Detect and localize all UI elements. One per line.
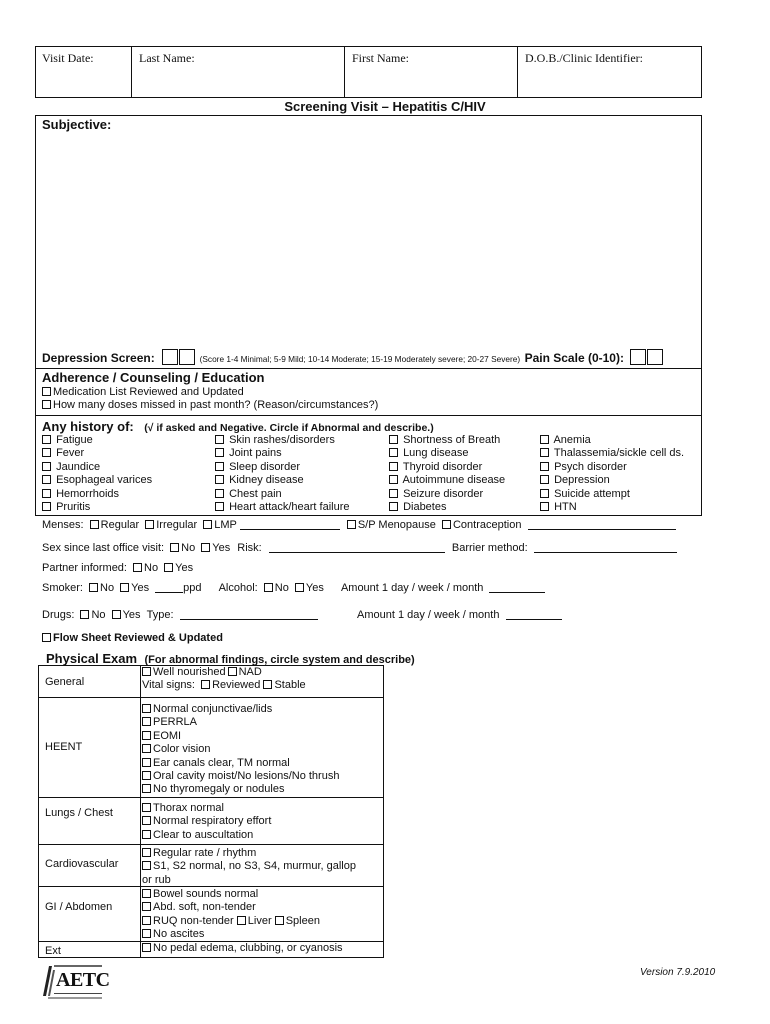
checkbox[interactable]	[540, 475, 549, 484]
checkbox[interactable]	[142, 803, 151, 812]
checkbox[interactable]	[142, 916, 151, 925]
list-item: Sleep disorder	[215, 461, 350, 474]
list-item: Heart attack/heart failure	[215, 501, 350, 514]
depression-row	[42, 349, 663, 367]
flowsheet-label: Flow Sheet Reviewed & Updated	[53, 632, 223, 644]
checkbox[interactable]	[540, 462, 549, 471]
checkbox[interactable]	[142, 929, 151, 938]
ppd-label: ppd	[183, 582, 202, 594]
checkbox[interactable]	[237, 916, 246, 925]
barrier-input-line[interactable]	[534, 542, 677, 553]
checkbox[interactable]	[120, 583, 129, 592]
first-name-field[interactable]	[345, 46, 518, 98]
flowsheet-row	[42, 632, 223, 644]
smoker-label: Smoker:	[42, 582, 83, 594]
checkbox[interactable]	[442, 520, 451, 529]
physical-exam-heading: Physical Exam	[46, 651, 138, 666]
cardio-label: Cardiovascular	[45, 858, 119, 870]
checkbox[interactable]	[80, 610, 89, 619]
menses-menopause-label: S/P Menopause	[357, 519, 436, 531]
checkbox[interactable]	[142, 744, 151, 753]
logo-text: AETC	[56, 969, 110, 991]
cardio-items: Regular rate / rhythm S1, S2 normal, no S3, S4, murmur, gallop or rub	[142, 847, 356, 886]
list-item: Thalassemia/sickle cell ds.	[540, 447, 684, 460]
checkbox[interactable]	[90, 520, 99, 529]
checkbox[interactable]	[295, 583, 304, 592]
checkbox[interactable]	[42, 462, 51, 471]
list-item: Psych disorder	[540, 461, 684, 474]
checkbox[interactable]	[112, 610, 121, 619]
checkbox[interactable]	[389, 462, 398, 471]
checkbox[interactable]	[389, 475, 398, 484]
ext-label: Ext	[45, 945, 61, 957]
smoker-row	[42, 582, 545, 594]
checkbox[interactable]	[540, 448, 549, 457]
menses-label: Menses:	[42, 519, 84, 531]
table-row	[38, 941, 383, 958]
checkbox[interactable]	[215, 435, 224, 444]
lmp-input-line[interactable]	[240, 519, 340, 530]
adherence-item-label: How many doses missed in past month? (Reason/circumstances?)	[53, 399, 379, 411]
sex-no-label: No	[181, 542, 196, 554]
list-item: Hemorrhoids	[42, 488, 152, 501]
checkbox[interactable]	[42, 633, 51, 642]
smoker-no-label: No	[100, 582, 115, 594]
table-row	[38, 886, 383, 941]
checkbox[interactable]	[142, 902, 151, 911]
checkbox[interactable]	[264, 583, 273, 592]
list-item: Thyroid disorder	[389, 461, 505, 474]
list-item: Fever	[42, 447, 152, 460]
risk-input-line[interactable]	[269, 542, 445, 553]
heent-items: Normal conjunctivae/lids PERRLA EOMI Color vision Ear canals clear, TM normal Oral cavity moist/No lesions/No thrush No thyromegaly or nodules	[142, 703, 339, 797]
checkbox[interactable]	[142, 848, 151, 857]
alcohol-label: Alcohol:	[218, 582, 258, 594]
checkbox[interactable]	[263, 680, 272, 689]
physical-exam-subheading: (For abnormal findings, circle system and describe)	[144, 654, 415, 666]
pain-scale-box-2[interactable]	[647, 349, 663, 365]
history-column-2	[215, 434, 350, 514]
adherence-item-label: Medication List Reviewed and Updated	[53, 386, 244, 398]
checkbox[interactable]	[142, 816, 151, 825]
contraception-input-line[interactable]	[528, 519, 676, 530]
drugs-yes-label: Yes	[122, 609, 141, 621]
heent-label: HEENT	[45, 741, 83, 753]
checkbox[interactable]	[228, 667, 237, 676]
checkbox[interactable]	[145, 520, 154, 529]
checkbox[interactable]	[142, 889, 151, 898]
subjective-area[interactable]	[40, 134, 696, 346]
checkbox[interactable]	[42, 435, 51, 444]
table-row	[38, 844, 383, 886]
checkbox[interactable]	[142, 731, 151, 740]
last-name-field[interactable]	[132, 46, 345, 98]
list-item: Joint pains	[215, 447, 350, 460]
risk-label: Risk:	[237, 542, 262, 554]
checkbox[interactable]	[215, 489, 224, 498]
checkbox[interactable]	[42, 489, 51, 498]
list-item: Shortness of Breath	[389, 434, 505, 447]
first-name-label: First Name:	[352, 51, 409, 65]
smoker-yes-label: Yes	[131, 582, 150, 594]
checkbox[interactable]	[142, 717, 151, 726]
checkbox[interactable]	[215, 502, 224, 511]
list-item: Esophageal varices	[42, 474, 152, 487]
alcohol-yes-label: Yes	[305, 582, 324, 594]
list-item: Suicide attempt	[540, 488, 684, 501]
general-label: General	[45, 676, 85, 688]
checkbox[interactable]	[201, 680, 210, 689]
checkbox[interactable]	[540, 435, 549, 444]
table-row	[38, 797, 383, 844]
menses-regular-label: Regular	[100, 519, 140, 531]
partner-row	[42, 562, 193, 574]
history-column-1	[42, 434, 152, 514]
drugs-amount-line[interactable]	[506, 609, 562, 620]
alcohol-no-label: No	[274, 582, 289, 594]
adherence-item	[42, 386, 244, 398]
alcohol-amount-label: Amount 1 day / week / month	[340, 582, 484, 594]
lungs-items: Thorax normal Normal respiratory effort Clear to auscultation	[142, 802, 271, 842]
depression-score-box-1[interactable]	[162, 349, 178, 365]
page-title: Screening Visit – Hepatitis C/HIV	[284, 99, 486, 114]
visit-date-label: Visit Date:	[42, 51, 94, 65]
adherence-item	[42, 399, 378, 411]
checkbox[interactable]	[42, 400, 51, 409]
checkbox[interactable]	[389, 448, 398, 457]
list-item: Diabetes	[389, 501, 505, 514]
pain-scale-label: Pain Scale (0-10):	[524, 351, 624, 365]
checkbox[interactable]	[203, 520, 212, 529]
list-item: Jaundice	[42, 461, 152, 474]
ext-items: No pedal edema, clubbing, or cyanosis	[142, 942, 343, 955]
list-item: HTN	[540, 501, 684, 514]
menses-contraception-label: Contraception	[452, 519, 522, 531]
drugs-type-label: Type:	[146, 609, 174, 621]
checkbox[interactable]	[201, 543, 210, 552]
checkbox[interactable]	[215, 462, 224, 471]
checkbox[interactable]	[275, 916, 284, 925]
menses-irregular-label: Irregular	[156, 519, 198, 531]
checkbox[interactable]	[170, 543, 179, 552]
adherence-heading: Adherence / Counseling / Education	[42, 370, 265, 385]
history-heading: Any history of:	[42, 419, 134, 434]
drugs-amount	[357, 609, 562, 621]
subjective-label: Subjective:	[42, 117, 112, 132]
general-items: Well nourished NAD Vital signs: Reviewed Stable	[142, 666, 306, 692]
aetc-logo	[40, 962, 110, 1002]
dob-label: D.O.B./Clinic Identifier:	[525, 51, 643, 65]
gi-items: Bowel sounds normal Abd. soft, non-tender RUQ non-tender Liver Spleen No ascites	[142, 888, 320, 942]
menses-row	[42, 519, 676, 531]
history-column-3	[389, 434, 505, 514]
checkbox[interactable]	[42, 387, 51, 396]
visit-date-field[interactable]	[35, 46, 132, 98]
sex-label: Sex since last office visit:	[42, 542, 165, 554]
list-item: Depression	[540, 474, 684, 487]
alcohol-amount-line[interactable]	[489, 582, 545, 593]
checkbox[interactable]	[142, 771, 151, 780]
drugs-type-line[interactable]	[180, 609, 318, 620]
partner-label: Partner informed:	[42, 562, 127, 574]
list-item: Anemia	[540, 434, 684, 447]
menses-lmp-label: LMP	[214, 519, 237, 531]
sex-yes-label: Yes	[212, 542, 231, 554]
checkbox[interactable]	[164, 563, 173, 572]
list-item: Kidney disease	[215, 474, 350, 487]
list-item: Chest pain	[215, 488, 350, 501]
drugs-no-label: No	[91, 609, 106, 621]
history-column-4	[540, 434, 684, 514]
checkbox[interactable]	[142, 704, 151, 713]
divider-line	[35, 368, 702, 369]
checkbox[interactable]	[42, 502, 51, 511]
divider-line	[35, 415, 702, 416]
drugs-amount-label: Amount 1 day / week / month	[357, 609, 500, 621]
table-row	[38, 665, 383, 697]
list-item: Skin rashes/disorders	[215, 434, 350, 447]
pain-scale-box-1[interactable]	[630, 349, 646, 365]
drugs-row	[42, 609, 318, 621]
partner-yes-label: Yes	[175, 562, 194, 574]
depression-label: Depression Screen:	[42, 351, 155, 365]
list-item: Lung disease	[389, 447, 505, 460]
checkbox[interactable]	[89, 583, 98, 592]
checkbox[interactable]	[215, 475, 224, 484]
table-row	[38, 697, 383, 797]
list-item: Pruritis	[42, 501, 152, 514]
checkbox[interactable]	[42, 448, 51, 457]
list-item: Fatigue	[42, 434, 152, 447]
partner-no-label: No	[144, 562, 159, 574]
dob-field[interactable]	[518, 46, 702, 98]
checkbox[interactable]	[142, 758, 151, 767]
checkbox[interactable]	[142, 830, 151, 839]
drugs-label: Drugs:	[42, 609, 75, 621]
gi-label: GI / Abdomen	[45, 901, 113, 913]
last-name-label: Last Name:	[139, 51, 195, 65]
checkbox[interactable]	[389, 489, 398, 498]
checkbox[interactable]	[133, 563, 142, 572]
checkbox[interactable]	[142, 784, 151, 793]
depression-score-box-2[interactable]	[179, 349, 195, 365]
list-item: Seizure disorder	[389, 488, 505, 501]
list-item: Autoimmune disease	[389, 474, 505, 487]
version-label: Version 7.9.2010	[640, 967, 716, 978]
checkbox[interactable]	[347, 520, 356, 529]
checkbox[interactable]	[540, 502, 549, 511]
lungs-label: Lungs / Chest	[45, 807, 113, 819]
checkbox[interactable]	[142, 861, 151, 870]
history-instruction: (√ if asked and Negative. Circle if Abnormal and describe.)	[144, 422, 434, 434]
checkbox[interactable]	[142, 667, 151, 676]
checkbox[interactable]	[142, 943, 151, 952]
checkbox[interactable]	[389, 435, 398, 444]
checkbox[interactable]	[42, 475, 51, 484]
barrier-method-label: Barrier method:	[451, 542, 528, 554]
sex-row	[42, 542, 677, 554]
depression-score-note: (Score 1-4 Minimal; 5-9 Mild; 10-14 Moderate; 15-19 Moderately severe; 20-27 Severe)	[199, 354, 521, 364]
checkbox[interactable]	[540, 489, 549, 498]
checkbox[interactable]	[389, 502, 398, 511]
ppd-input-line[interactable]	[155, 582, 183, 593]
checkbox[interactable]	[215, 448, 224, 457]
